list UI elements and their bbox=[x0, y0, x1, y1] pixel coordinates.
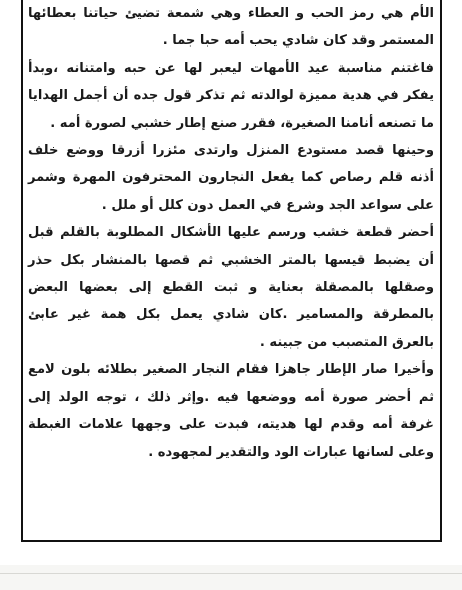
paragraph-1: الأم هي رمز الحب و العطاء وهي شمعة تضيئ حياتنا بعطائها المستمر وقد كان شادي يحب أمه حبا جما . bbox=[28, 6, 434, 49]
paragraph-5: وأخيرا صار الإطار جاهزا فقام النجار الصغير بطلائه بلون لامع ثم أحضر صورة أمه ووضعها فيه .وإثر ذلك ، توجه الولد إلى غرفة أمه وقدم لها هديته، فبدت على وجهها علامات الغبطة وعلى لسانها عبارات الود والتقدير لمجهوده . bbox=[28, 362, 434, 460]
story-text bbox=[28, 0, 434, 466]
paragraph-3: وحينها قصد مستودع المنزل وارتدى مئزرا أزرقا ووضع خلف أذنه قلم رصاص كما يفعل النجارون المحترفون المهرة وشمر على سواعد الجد وشرع في العمل دون كلل أو ملل . bbox=[28, 143, 434, 213]
paragraph-2: فاغتنم مناسبة عيد الأمهات ليعبر لها عن حبه وامتنانه ،وبدأ يفكر في هدية مميزة لوالدته ثم تذكر قول جده أن أجمل الهدايا ما تصنعه أنامنا الصغيرة، فقرر صنع إطار خشبي لصورة أمه . bbox=[28, 60, 434, 131]
paragraph-4: أحضر قطعة خشب ورسم عليها الأشكال المطلوبة بالقلم قبل أن يضبط قيسها بالمتر الخشبي ثم قصها بالمنشار بكل حذر وصقلها بالمصقلة بعناية و ثبت القطع إلى بعضها البعض بالمطرقة والمسامير .كان شادي يعمل بكل همة غير عابئ بالعرق المتصبب من جبينه . bbox=[28, 225, 434, 350]
page-bottom-edge bbox=[0, 573, 462, 574]
